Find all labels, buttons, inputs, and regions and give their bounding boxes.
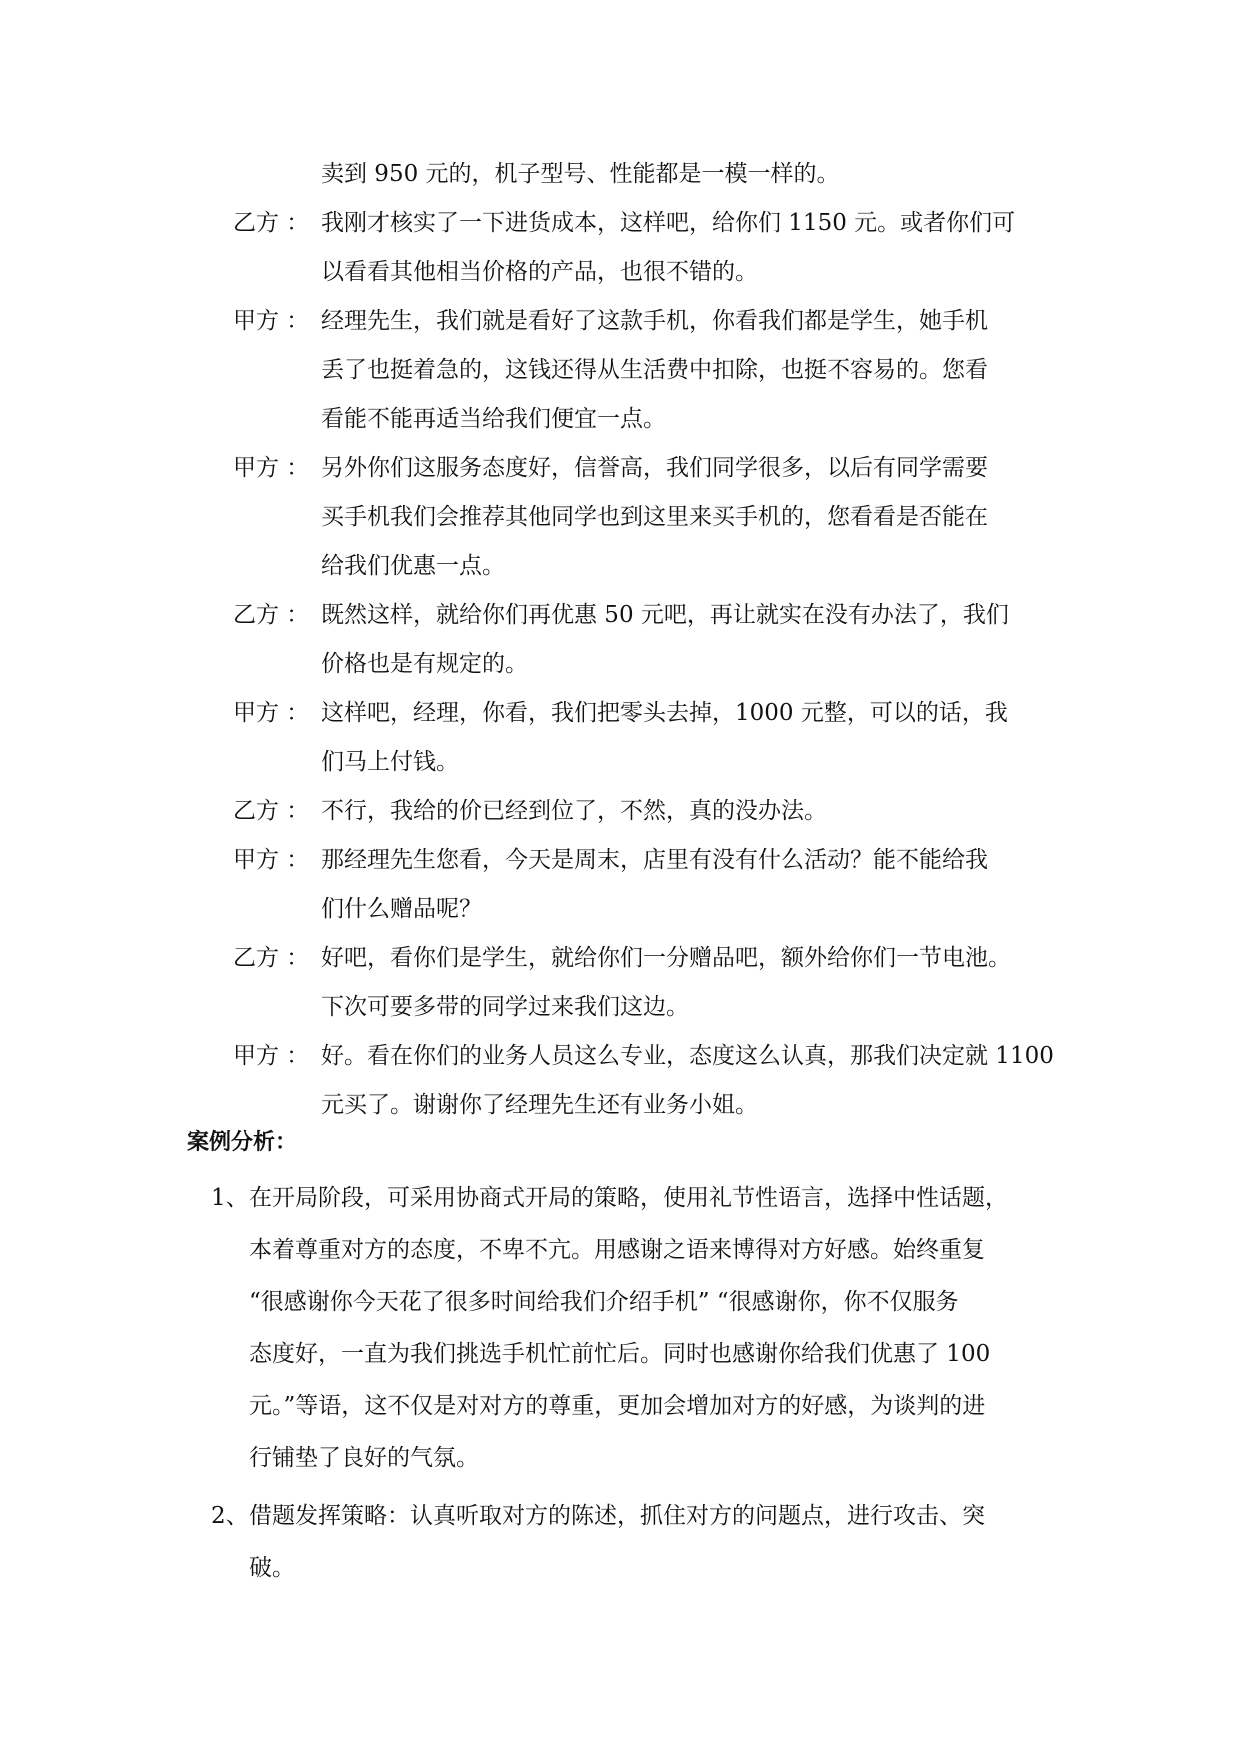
dialogue-section <box>233 150 1063 1130</box>
speaker-label: 甲方 ： <box>233 455 310 481</box>
utterance-line: 那经理先生您看，今天是周末，店里有没有什么活动？能不能给我 <box>321 847 988 873</box>
dialogue-turn <box>233 444 1063 591</box>
utterance-line: 元买了。谢谢你了经理先生还有业务小姐。 <box>321 1092 758 1118</box>
dialogue-turn <box>233 787 1063 836</box>
utterance-line: 下次可要多带的同学过来我们这边。 <box>321 994 689 1020</box>
item-text <box>249 1490 1067 1594</box>
analysis-item <box>211 1490 1067 1594</box>
speaker-label: 乙方 ： <box>233 602 310 628</box>
utterance <box>321 297 1063 444</box>
speaker-label: 甲方 ： <box>233 1043 310 1069</box>
speaker-label: 甲方 ： <box>233 847 310 873</box>
item-line: 借题发挥策略：认真听取对方的陈述，抓住对方的问题点，进行攻击、突 <box>249 1503 985 1529</box>
item-line: 行铺垫了良好的气氛。 <box>249 1445 479 1471</box>
continuation-line: 卖到 950 元的，机子型号、性能都是一模一样的。 <box>321 161 840 187</box>
section-heading: 案例分析： <box>187 1130 298 1155</box>
utterance <box>321 199 1063 297</box>
utterance-line: 好吧，看你们是学生，就给你们一分赠品吧，额外给你们一节电池。 <box>321 945 1011 971</box>
utterance-line: 不行，我给的价已经到位了，不然，真的没办法。 <box>321 798 827 824</box>
utterance-line: 买手机我们会推荐其他同学也到这里来买手机的，您看看是否能在 <box>321 504 988 530</box>
utterance-line: 价格也是有规定的。 <box>321 651 528 677</box>
utterance-line: 好。看在你们的业务人员这么专业，态度这么认真，那我们决定就 1100 <box>321 1043 1054 1069</box>
dialogue-turn <box>233 591 1063 689</box>
utterance <box>321 1032 1063 1130</box>
item-line: 破。 <box>249 1555 295 1581</box>
utterance <box>321 689 1063 787</box>
item-number: 2、 <box>211 1503 249 1529</box>
utterance-line: 另外你们这服务态度好，信誉高，我们同学很多，以后有同学需要 <box>321 455 988 481</box>
item-line: 元。”等语，这不仅是对对方的尊重，更加会增加对方的好感，为谈判的进 <box>249 1393 986 1419</box>
analysis-item <box>211 1172 1067 1484</box>
utterance-line: 看能不能再适当给我们便宜一点。 <box>321 406 666 432</box>
utterance <box>321 444 1063 591</box>
utterance <box>321 591 1063 689</box>
speaker-label: 乙方 ： <box>233 945 310 971</box>
utterance <box>321 836 1063 934</box>
speaker-label: 甲方 ： <box>233 308 310 334</box>
dialogue-turn <box>233 297 1063 444</box>
utterance-line: 我刚才核实了一下进货成本，这样吧，给你们 1150 元。或者你们可 <box>321 210 1016 236</box>
utterance-line: 丢了也挺着急的，这钱还得从生活费中扣除，也挺不容易的。您看 <box>321 357 988 383</box>
utterance-line: 这样吧，经理，你看，我们把零头去掉，1000 元整，可以的话，我 <box>321 700 1008 726</box>
speaker-label: 乙方 ： <box>233 798 310 824</box>
utterance-line: 们什么赠品呢？ <box>321 896 482 922</box>
speaker-label: 乙方 ： <box>233 210 310 236</box>
utterance <box>321 787 1063 836</box>
utterance-line: 经理先生，我们就是看好了这款手机，你看我们都是学生，她手机 <box>321 308 988 334</box>
dialogue-turn <box>233 689 1063 787</box>
item-number: 1、 <box>211 1185 249 1211</box>
dialogue-turn <box>233 199 1063 297</box>
item-line: 态度好，一直为我们挑选手机忙前忙后。同时也感谢你给我们优惠了 100 <box>249 1341 991 1367</box>
speaker-label: 甲方 ： <box>233 700 310 726</box>
item-line: “很感谢你今天花了很多时间给我们介绍手机” “很感谢你，你不仅服务 <box>249 1289 959 1315</box>
dialogue-turn <box>233 934 1063 1032</box>
utterance-line: 以看看其他相当价格的产品，也很不错的。 <box>321 259 758 285</box>
utterance-line: 给我们优惠一点。 <box>321 553 505 579</box>
dialogue-turn <box>233 836 1063 934</box>
case-analysis-section <box>187 1128 1067 1600</box>
item-line: 在开局阶段，可采用协商式开局的策略，使用礼节性语言，选择中性话题， <box>249 1185 1008 1211</box>
item-text <box>249 1172 1067 1484</box>
utterance-line: 们马上付钱。 <box>321 749 459 775</box>
dialogue-turn <box>233 1032 1063 1130</box>
utterance <box>321 934 1063 1032</box>
item-line: 本着尊重对方的态度，不卑不亢。用感谢之语来博得对方好感。始终重复 <box>249 1237 985 1263</box>
utterance-line: 既然这样，就给你们再优惠 50 元吧，再让就实在没有办法了，我们 <box>321 602 1009 628</box>
